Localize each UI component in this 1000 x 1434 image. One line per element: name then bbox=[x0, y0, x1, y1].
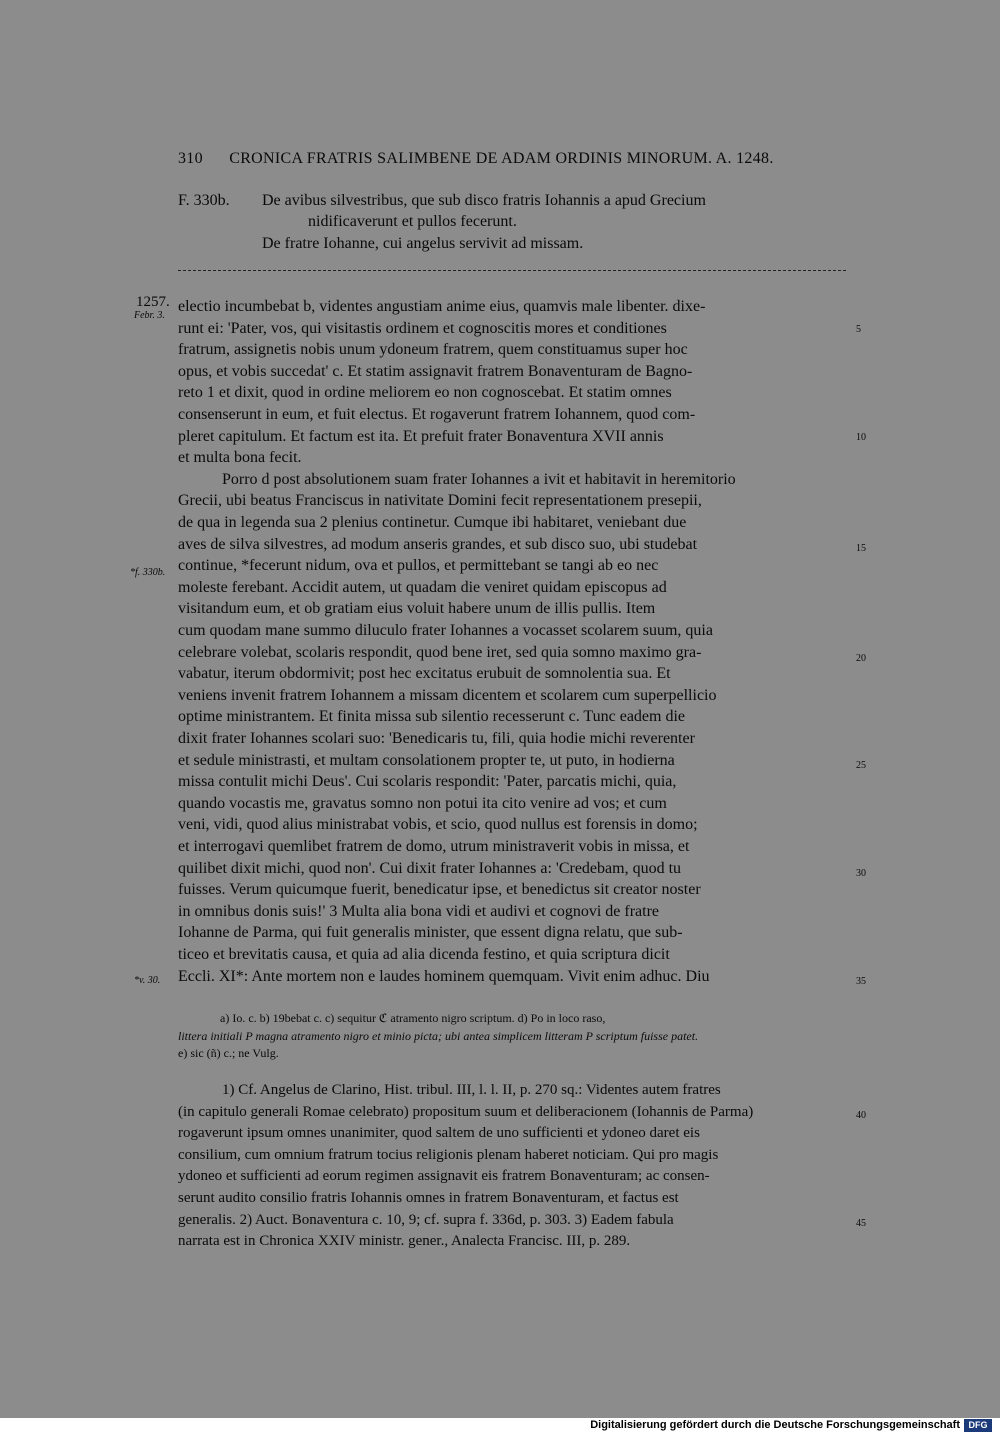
text-line: Iohanne de Parma, qui fuit generalis minister, que essent digna relatu, que sub- bbox=[178, 924, 683, 942]
margin-year: 1257. bbox=[136, 294, 170, 310]
section-heading-line-1: De avibus silvestribus, que sub disco fratris Iohannis a apud Grecium bbox=[262, 192, 706, 209]
line-number: 30 bbox=[856, 868, 866, 879]
text-line: et multa bona fecit. bbox=[178, 449, 302, 467]
text-line: ticeo et brevitatis causa, et quia ad alia dicenda festino, et quia scriptura dicit bbox=[178, 946, 670, 963]
text-line: missa contulit michi Deus'. Cui scolaris respondit: 'Pater, parcatis michi, quia, bbox=[178, 773, 677, 791]
text-line: opus, et vobis succedat' c. Et statim assignavit fratrem Bonaventuram de Bagno- bbox=[178, 362, 693, 380]
text-line: visitandum eum, et ob gratiam eius voluit habere unum de illis pullis. Item bbox=[178, 600, 656, 618]
page-number: 310 bbox=[178, 150, 203, 167]
text-line: fuisses. Verum quicumque fuerit, benedicatur ipse, et benedictus sit creator noster bbox=[178, 881, 701, 899]
section-folio: F. 330b. bbox=[178, 192, 230, 209]
text-line: aves de silva silvestres, ad modum anseris grandes, et sub disco suo, ubi studebat bbox=[178, 535, 698, 553]
margin-folio-ref: *f. 330b. bbox=[130, 567, 166, 578]
page-header bbox=[178, 150, 774, 168]
footer-credit: Digitalisierung gefördert durch die Deutsche Forschungsgemeinschaft bbox=[590, 1419, 960, 1431]
text-line: et sedule ministrasti, et multam consolationem propter te, ut puto, in hodierna bbox=[178, 751, 675, 769]
text-line: Grecii, ubi beatus Franciscus in nativitate Domini fecit representationem presepii, bbox=[178, 492, 702, 510]
text-line: veniens invenit fratrem Iohannem a missam dicentem et scolarem cum superpellicio bbox=[178, 686, 717, 704]
text-line: reto 1 et dixit, quod in ordine meliorem eo non cognoscebat. Et statim omnes bbox=[178, 384, 672, 402]
footnote-line: serunt audito consilio fratris Iohannis omnes in fratrem Bonaventuram, et factus est bbox=[178, 1190, 679, 1206]
dfg-logo: DFG bbox=[964, 1419, 992, 1432]
text-line: Eccli. XI*: Ante mortem non e laudes hominem quemquam. Vivit enim adhuc. Diu bbox=[178, 967, 710, 985]
line-number: 40 bbox=[856, 1110, 866, 1121]
running-title: CRONICA FRATRIS SALIMBENE DE ADAM ORDINIS MINORUM. A. 1248. bbox=[229, 150, 774, 167]
text-line: optime ministrantem. Et finita missa sub silentio recesserunt c. Tunc eadem die bbox=[178, 708, 686, 726]
footnote-line: rogaverunt ipsum omnes unanimiter, quod saltem de uno sufficienti et ydoneo daret eis bbox=[178, 1125, 700, 1142]
text-line: fratrum, assignetis nobis unum ydoneum fratrem, quem constituamus super hoc bbox=[178, 341, 688, 359]
apparatus-line-3: e) sic (ñ) c.; ne Vulg. bbox=[178, 1046, 279, 1060]
text-line: quando vocastis me, gravatus somno non potui ita cito venire ad vos; et cum bbox=[178, 794, 667, 812]
text-line: quilibet dixit michi, quod non'. Cui dixit frater Iohannes a: 'Credebam, quod tu bbox=[178, 859, 682, 877]
text-line: vabatur, iterum obdormivit; post hec excitatus erubuit de somnolentia sua. Et bbox=[178, 665, 671, 683]
footnote-line: consilium, cum omnium fratrum tocius religionis plenam haberet noticiam. Qui pro magis bbox=[178, 1146, 719, 1163]
line-number: 15 bbox=[856, 543, 866, 554]
line-number: 10 bbox=[856, 432, 866, 443]
text-line: Porro d post absolutionem suam frater Iohannes a ivit et habitavit in heremitorio bbox=[222, 470, 736, 488]
text-line: electio incumbebat b, videntes angustiam anime eius, quamvis male libenter. dixe- bbox=[178, 298, 706, 315]
section-heading-line-2: nidificaverunt et pullos fecerunt. bbox=[308, 213, 517, 230]
apparatus-line-2: littera initiali P magna atramento nigro et minio picta; ubi antea simplicem litteram P scriptum fuisse patet. bbox=[178, 1029, 699, 1043]
text-line: continue, *fecerunt nidum, ova et pullos, et permittebant se tangi ab eo nec bbox=[178, 557, 659, 575]
apparatus-line-1: a) Io. c. b) 19bebat c. c) sequitur ℭ atramento nigro scriptum. d) Po in loco raso, bbox=[220, 1011, 606, 1025]
footnote-line: (in capitulo generali Romae celebrato) propositum suum et deliberacionem (Iohannis de Parma) bbox=[178, 1103, 754, 1120]
text-line: in omnibus donis suis!' 3 Multa alia bona vidi et audivi et cognovi de fratre bbox=[178, 902, 660, 920]
margin-vulgate-ref: *v. 30. bbox=[134, 975, 161, 986]
line-number: 45 bbox=[856, 1218, 866, 1229]
footnote-line: ydoneo et sufficienti ad eorum regimen assignavit eis fratrem Bonaventuram; ac consen- bbox=[178, 1168, 710, 1185]
footnote-line: 1) Cf. Angelus de Clarino, Hist. tribul. III, l. l. II, p. 270 sq.: Videntes autem fratres bbox=[222, 1082, 721, 1098]
text-line: runt ei: 'Pater, vos, qui visitastis ordinem et cognoscitis mores et conditiones bbox=[178, 319, 667, 337]
line-number: 25 bbox=[856, 760, 866, 771]
section-divider bbox=[178, 270, 846, 271]
text-line: veni, vidi, quod alius ministrabat vobis, et scio, quod nullus est forensis in domo; bbox=[178, 816, 698, 834]
text-line: et interrogavi quemlibet fratrem de domo, utrum ministraverit vobis in missa, et bbox=[178, 838, 690, 855]
text-line: consenserunt in eum, et fuit electus. Et rogaverunt fratrem Iohannem, quod com- bbox=[178, 406, 696, 423]
text-line: moleste ferebant. Accidit autem, ut quadam die veniret quidam episcopus ad bbox=[178, 578, 667, 596]
text-line: cum quodam mane summo diluculo frater Iohannes a vocasset scolarem suum, quia bbox=[178, 622, 713, 639]
line-number: 20 bbox=[856, 653, 866, 664]
footnote-line: narrata est in Chronica XXIV ministr. gener., Analecta Francisc. III, p. 289. bbox=[178, 1233, 631, 1250]
section-heading-line-3: De fratre Iohanne, cui angelus servivit ad missam. bbox=[262, 235, 584, 252]
line-number: 5 bbox=[856, 324, 861, 335]
margin-date: Febr. 3. bbox=[134, 310, 165, 321]
text-line: pleret capitulum. Et factum est ita. Et prefuit frater Bonaventura XVII annis bbox=[178, 427, 664, 445]
text-line: celebrare volebat, scolaris respondit, quod bene iret, sed quia somno maximo gra- bbox=[178, 643, 702, 661]
text-line: dixit frater Iohannes scolari suo: 'Benedicaris tu, fili, quia hodie michi reverenter bbox=[178, 730, 695, 747]
line-number: 35 bbox=[856, 976, 866, 987]
footnote-line: generalis. 2) Auct. Bonaventura c. 10, 9; cf. supra f. 336d, p. 303. 3) Eadem fabula bbox=[178, 1211, 674, 1228]
text-line: de qua in legenda sua 2 plenius continetur. Cumque ibi habitaret, veniebant due bbox=[178, 514, 687, 531]
